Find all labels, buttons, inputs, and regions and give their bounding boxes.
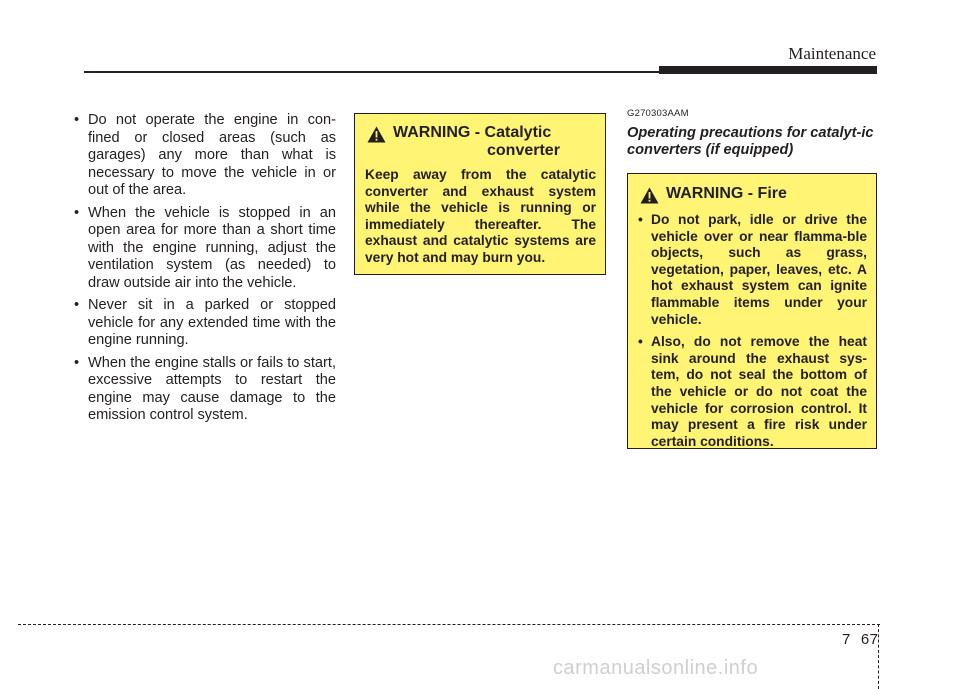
warning-title	[393, 124, 560, 160]
bullet-icon: •	[638, 212, 643, 227]
warning-text: Keep away from the catalytic converter and exhaust system while the vehicle is running or immediately thereafter. The exhaust and catalytic systems are very hot and may burn you.	[365, 167, 596, 265]
header-rule	[84, 71, 659, 73]
warning-subject: - Catalytic	[474, 124, 552, 141]
warning-bullet-list	[638, 212, 867, 450]
header-bar	[659, 66, 877, 74]
warning-title	[666, 185, 787, 203]
warning-subject: - Fire	[747, 185, 787, 202]
right-column	[627, 108, 887, 159]
document-code: G270303AAM	[627, 108, 689, 119]
warning-box-catalytic-converter	[354, 113, 606, 275]
warning-triangle-icon	[640, 187, 659, 204]
chapter-number: 7	[842, 631, 851, 648]
list-item: • Never sit in a parked or stopped vehicle for any extended time with the engine running.	[74, 297, 336, 348]
footer-rule	[18, 624, 880, 625]
warning-triangle-icon	[367, 126, 386, 143]
bullet-icon: •	[74, 297, 80, 313]
watermark: carmanualsonline.info	[553, 657, 759, 679]
bullet-icon: •	[74, 354, 80, 371]
warning-subject-cont: converter	[487, 142, 560, 159]
warning-label: WARNING	[393, 124, 471, 141]
left-bullet-list	[74, 112, 336, 425]
bullet-icon: •	[638, 334, 643, 350]
list-item: • When the engine stalls or fails to start, excessive attempts to restart the engine may cause damage to the emission control system.	[74, 354, 336, 423]
list-item: • Also, do not remove the heat sink around the exhaust sys-tem, do not seal the bottom of the vehicle or do not coat the vehicle for corrosion control. It may present a fire risk under certain conditions.	[638, 334, 867, 449]
bullet-icon: •	[74, 112, 80, 128]
warning-box-fire	[627, 173, 877, 449]
list-item: • Do not operate the engine in con-fined or closed areas (such as garages) any more than what is necessary to move the vehicle in or out of the area.	[74, 112, 336, 198]
list-item: • Do not park, idle or drive the vehicle over or near flamma-ble objects, such as grass, vegetation, paper, leaves, etc. A hot exhaust system can ignite flammable items under your vehicle.	[638, 212, 867, 327]
page-number	[842, 631, 879, 648]
warning-label: WARNING	[666, 185, 744, 202]
section-heading: Operating precautions for catalyt-ic converters (if equipped)	[627, 125, 874, 158]
page-number-value: 67	[860, 631, 879, 648]
bullet-icon: •	[74, 204, 80, 221]
section-title: Maintenance	[788, 44, 876, 63]
list-item: • When the vehicle is stopped in an open area for more than a short time with the engine running, adjust the ventilation system (as needed) to draw outside air into the vehicle.	[74, 204, 336, 291]
left-column	[74, 112, 336, 430]
